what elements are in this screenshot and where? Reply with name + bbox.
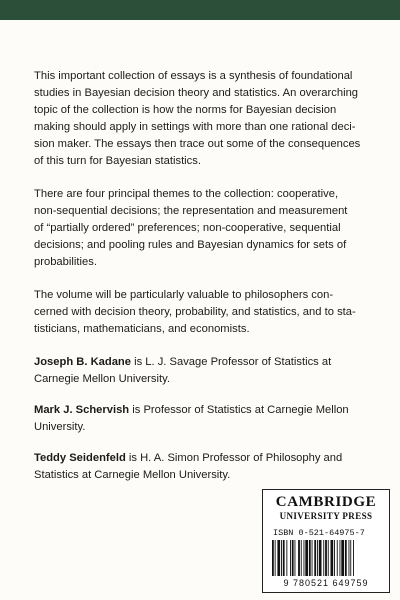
top-color-band [0, 0, 400, 20]
barcode-icon [271, 540, 381, 576]
publisher-barcode-box [262, 489, 390, 593]
barcode-bar [340, 540, 341, 576]
barcode-bar [334, 540, 335, 576]
barcode-bar [295, 540, 296, 576]
barcode-bar [305, 540, 308, 576]
barcode-bar [337, 540, 338, 576]
text-line: tisticians, mathematicians, and economists. [34, 323, 250, 335]
bio-line: Statistics at Carnegie Mellon University. [34, 469, 231, 481]
bio-line: University. [34, 421, 86, 433]
text-line: topic of the collection is how the norms for Bayesian decision [34, 104, 337, 116]
bio-text: is L. J. Savage Professor of Statistics at [130, 356, 332, 368]
barcode-bar [286, 540, 287, 576]
barcode-bar [314, 540, 316, 576]
bio-line [34, 354, 374, 371]
barcode-bar [317, 540, 318, 576]
author-name: Teddy Seidenfeld [34, 452, 126, 464]
text-line: studies in Bayesian decision theory and statistics. An overarching [34, 87, 359, 99]
text-line: sion maker. The essays then trace out some of the consequences [34, 138, 361, 150]
author-name: Mark J. Schervish [34, 404, 130, 416]
barcode-bar [277, 540, 280, 576]
author-bio-kadane [34, 354, 374, 388]
barcode-bar [353, 540, 354, 576]
barcode-bar [345, 540, 347, 576]
author-name: Joseph B. Kadane [34, 356, 131, 368]
barcode-bar [323, 540, 324, 576]
barcode-bar [319, 540, 322, 576]
text-line: of “partially ordered” preferences; non-cooperative, sequential [34, 222, 341, 234]
text-line: The volume will be particularly valuable to philosophers con- [34, 289, 334, 301]
barcode-bar [312, 540, 313, 576]
bio-line [34, 402, 374, 419]
text-line: decisions; and pooling rules and Bayesian dynamics for sets of [34, 239, 347, 251]
barcode-bar [325, 540, 327, 576]
description-paragraph-2 [34, 186, 374, 271]
barcode-bar [298, 540, 300, 576]
bio-line: Carnegie Mellon University. [34, 373, 170, 385]
barcode-bar [290, 540, 291, 576]
barcode-bar [281, 540, 282, 576]
text-line: There are four principal themes to the collection: cooperative, [34, 188, 339, 200]
bio-text: is H. A. Simon Professor of Philosophy and [125, 452, 343, 464]
isbn-label: ISBN 0-521-64975-7 [273, 528, 365, 538]
description-paragraph-1 [34, 68, 374, 170]
author-bio-seidenfeld [34, 450, 374, 484]
back-cover-text [34, 68, 374, 498]
bio-line [34, 450, 374, 467]
text-line: cerned with decision theory, probability, and statistics, and to sta- [34, 306, 356, 318]
barcode-bar [272, 540, 274, 576]
text-line: non-sequential decisions; the representation and measurement [34, 205, 348, 217]
barcode-bar [292, 540, 294, 576]
barcode-number: 9 780521 649759 [283, 578, 369, 588]
barcode-bar [328, 540, 329, 576]
barcode-bar [304, 540, 305, 576]
text-line: This important collection of essays is a synthesis of foundational [34, 70, 353, 82]
barcode-bar [283, 540, 285, 576]
barcode-bar [301, 540, 302, 576]
text-line: probabilities. [34, 256, 97, 268]
text-line: making should apply in settings with more than one rational deci- [34, 121, 356, 133]
barcode-bar [350, 540, 351, 576]
bio-text: is Professor of Statistics at Carnegie Mellon [129, 404, 349, 416]
publisher-logo-subtitle: UNIVERSITY PRESS [279, 511, 373, 521]
barcode-bar [341, 540, 344, 576]
description-paragraph-3 [34, 287, 374, 338]
barcode-bar [331, 540, 334, 576]
author-bio-schervish [34, 402, 374, 436]
text-line: of this turn for Bayesian statistics. [34, 155, 202, 167]
barcode-bar [275, 540, 276, 576]
barcode-bar [349, 540, 350, 576]
publisher-logo-name: CAMBRIDGE [275, 494, 377, 510]
barcode-bar [309, 540, 311, 576]
